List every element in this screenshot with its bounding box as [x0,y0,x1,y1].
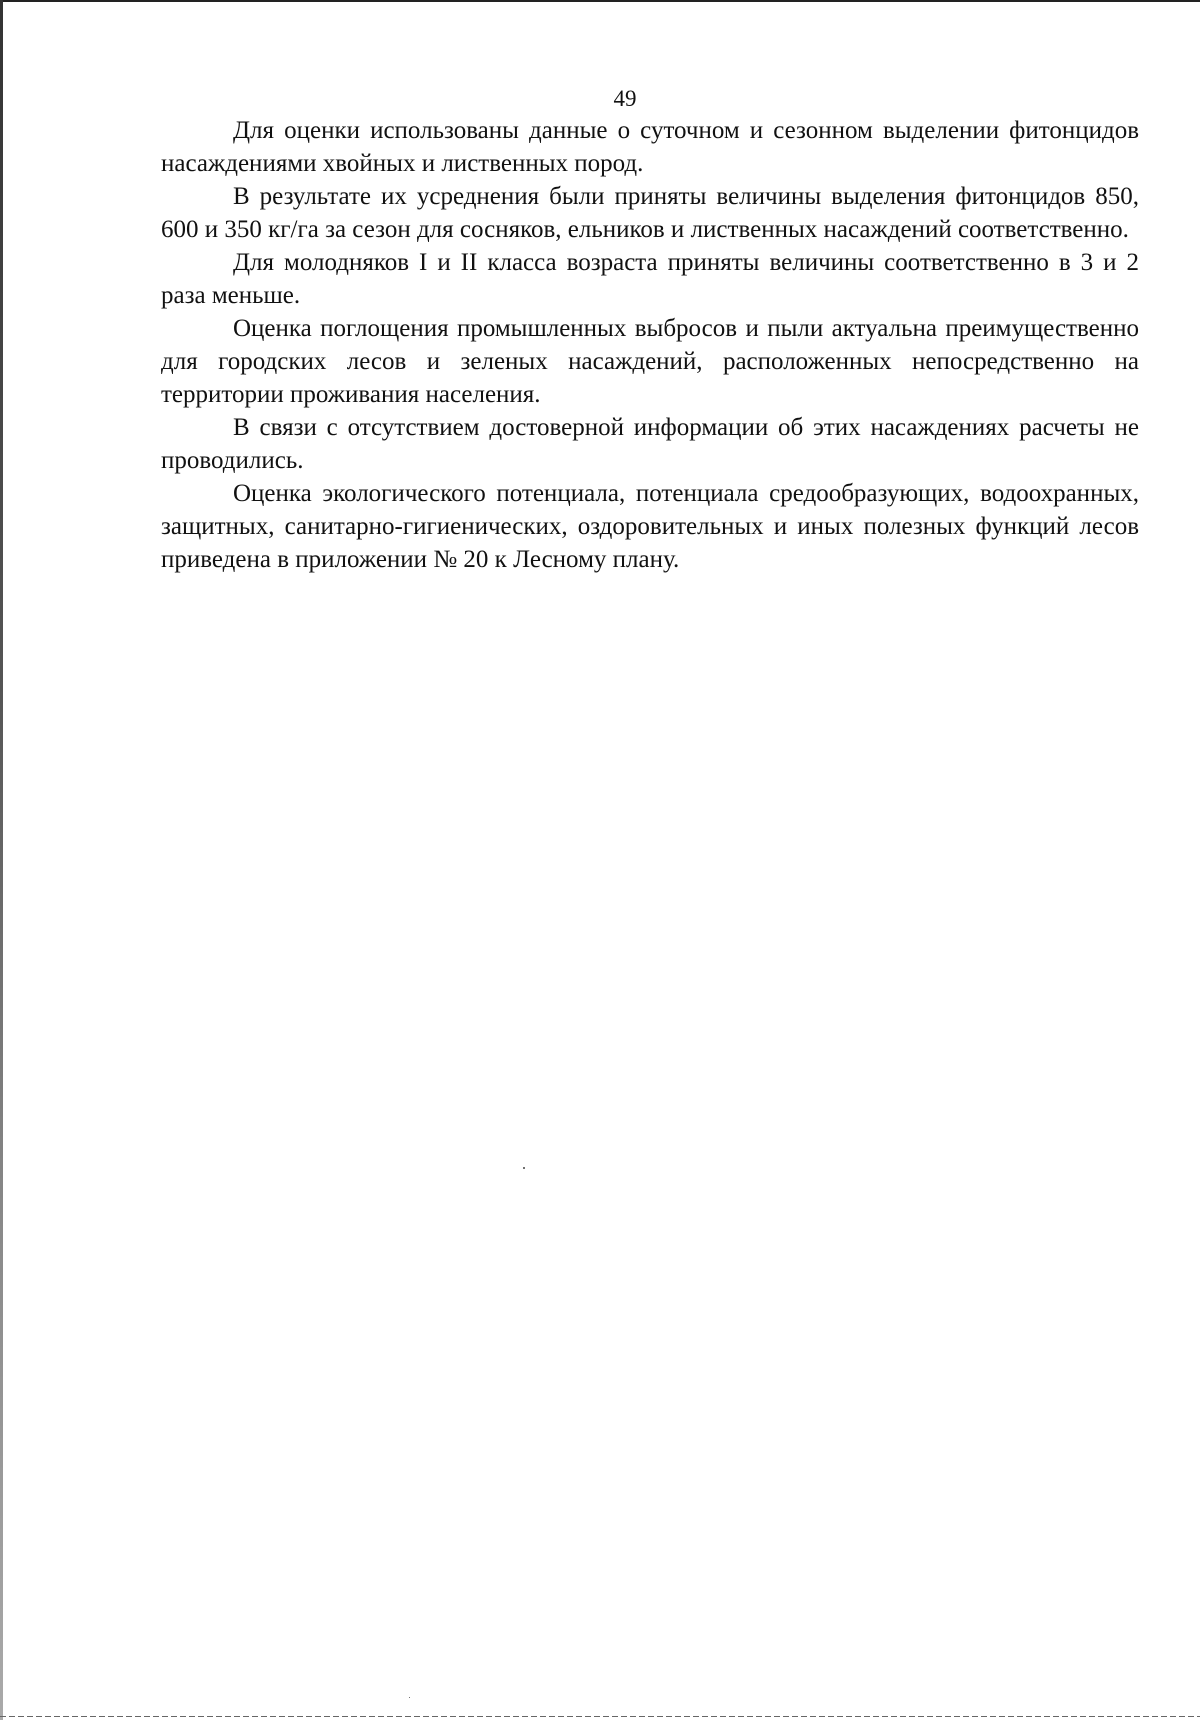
scan-edge-left [0,0,3,1720]
document-body [161,114,1139,576]
paragraph-ecological-potential: Оценка экологического потенциала, потенциала средообразующих, водоохранных, защитных, санитарно-гигиенических, оздоровительных и иных полезных функций лесов приведена в приложении № 20 к Лесному плану. [161,480,1139,573]
paragraph-emission-absorption: Оценка поглощения промышленных выбросов и пыли актуальна преимущественно для городских лесов и зеленых насаждений, расположенных непосредственно на территории проживания населения. [161,315,1139,408]
page-number: 49 [613,86,637,111]
paragraph-no-calculations: В связи с отсутствием достоверной информации об этих насаждениях расчеты не проводились. [161,414,1139,474]
paragraph-young-stands: Для молодняков I и II класса возраста приняты величины соответственно в 3 и 2 раза меньше. [161,249,1139,309]
scan-speck [409,1697,410,1698]
scan-edge-top [0,0,1200,2]
scan-edge-bottom [0,1716,1200,1717]
paragraph-averaged-values: В результате их усреднения были приняты величины выделения фитонцидов 850, 600 и 350 кг/га за сезон для сосняков, ельников и лиственных насаждений соответственно. [161,183,1139,243]
scan-speck [523,1167,525,1169]
paragraph-phytoncide-data: Для оценки использованы данные о суточном и сезонном выделении фитонцидов насаждениями хвойных и лиственных пород. [161,117,1139,177]
